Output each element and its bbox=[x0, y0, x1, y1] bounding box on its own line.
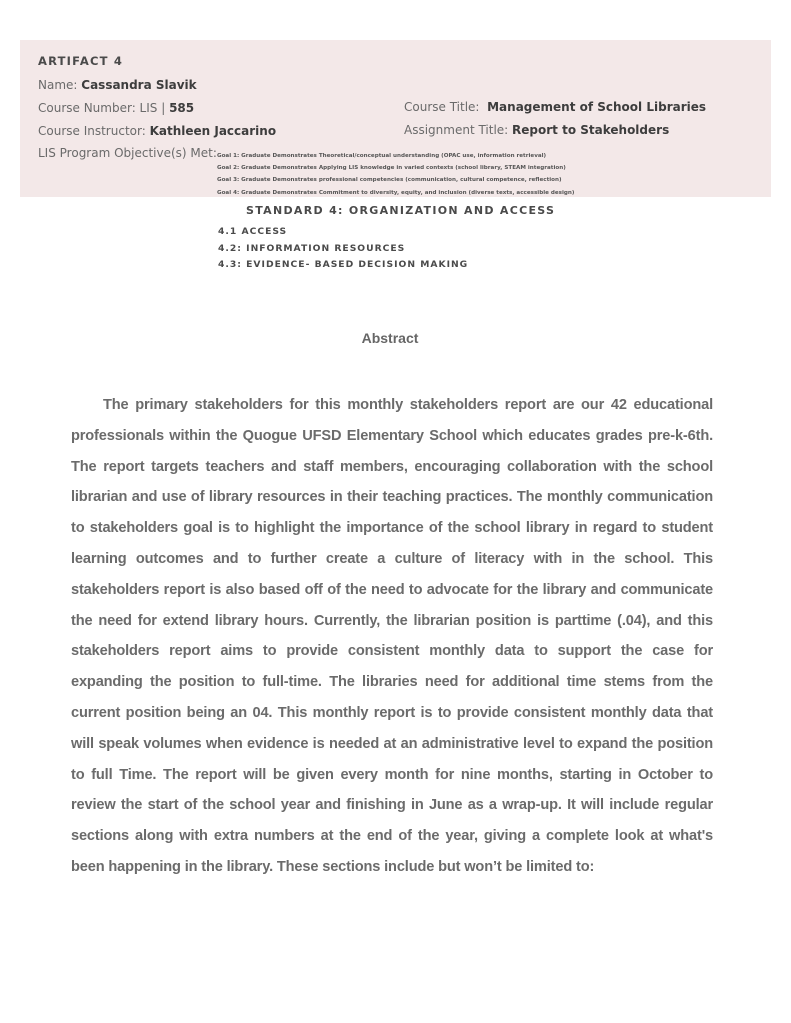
assignment-title-label: Assignment Title: bbox=[404, 123, 513, 137]
abstract-heading: Abstract bbox=[361, 330, 419, 346]
standard-items-list bbox=[218, 224, 468, 274]
course-number-value: 585 bbox=[169, 101, 195, 115]
course-instructor-value: Kathleen Jaccarino bbox=[149, 124, 277, 138]
program-goals-list bbox=[217, 150, 574, 199]
goal-item: Goal 4: Graduate Demonstrates Commitment to diversity, equity, and inclusion (diverse texts, accessible design) bbox=[217, 189, 575, 196]
course-title-value: Management of School Libraries bbox=[487, 100, 707, 114]
course-number-field bbox=[38, 101, 194, 115]
standard-item: 4.1 ACCESS bbox=[218, 226, 288, 237]
course-title-field bbox=[404, 100, 706, 114]
artifact-label: ARTIFACT 4 bbox=[38, 54, 124, 68]
course-title-label: Course Title: bbox=[404, 100, 488, 114]
abstract-body: The primary stakeholders for this monthly stakeholders report are our 42 educational professionals within the Quogue UFSD Elementary School which educates grades pre-k-6th. The report targets teachers and staff members, encouraging collaboration with the school librarian and use of library resources in their teaching practices. The monthly communication to stakeholders goal is to highlight the importance of the school library in regard to student learning outcomes and to further create a culture of literacy with in the school. This stakeholders report is also based off of the need to advocate for the library and communicate the need for extend library hours. Currently, the librarian position is parttime (.04), and this stakeholders report aims to provide consistent monthly data to support the case for expanding the position to full-time. The libraries need for additional time stems from the current position being an 04. This monthly report is to provide consistent monthly data that will speak volumes when evidence is needed at an administrative level to expand the position to full Time. The report will be given every month for nine months, starting in October to review the start of the school year and finishing in June as a wrap-up. It will include regular sections along with extra numbers at the end of the year, giving a complete look at what's been happening in the library. These sections include but won’t be limited to: bbox=[71, 397, 713, 875]
standard-title: STANDARD 4: ORGANIZATION AND ACCESS bbox=[246, 204, 556, 217]
course-instructor-label: Course Instructor: bbox=[38, 124, 150, 138]
standard-item: 4.2: INFORMATION RESOURCES bbox=[218, 242, 406, 254]
student-name-field bbox=[38, 78, 197, 92]
standard-item: 4.3: EVIDENCE- BASED DECISION MAKING bbox=[218, 259, 469, 270]
student-name-label: Name: bbox=[38, 78, 82, 92]
assignment-title-value: Report to Stakeholders bbox=[512, 123, 670, 137]
student-name-value: Cassandra Slavik bbox=[81, 78, 197, 92]
assignment-title-field bbox=[404, 123, 669, 137]
goal-item: Goal 2: Graduate Demonstrates Applying LIS knowledge in varied contexts (school library, STEAM integration) bbox=[217, 165, 566, 172]
course-instructor-field bbox=[38, 124, 276, 138]
course-number-label: Course Number: LIS | bbox=[38, 101, 170, 115]
program-objectives-label: LIS Program Objective(s) Met: bbox=[38, 146, 217, 160]
goal-item: Goal 3: Graduate Demonstrates professional competencies (communication, cultural competence, reflection) bbox=[217, 177, 562, 184]
goal-item: Goal 1: Graduate Demonstrates Theoretical/conceptual understanding (OPAC use, information retrieval) bbox=[217, 153, 547, 159]
